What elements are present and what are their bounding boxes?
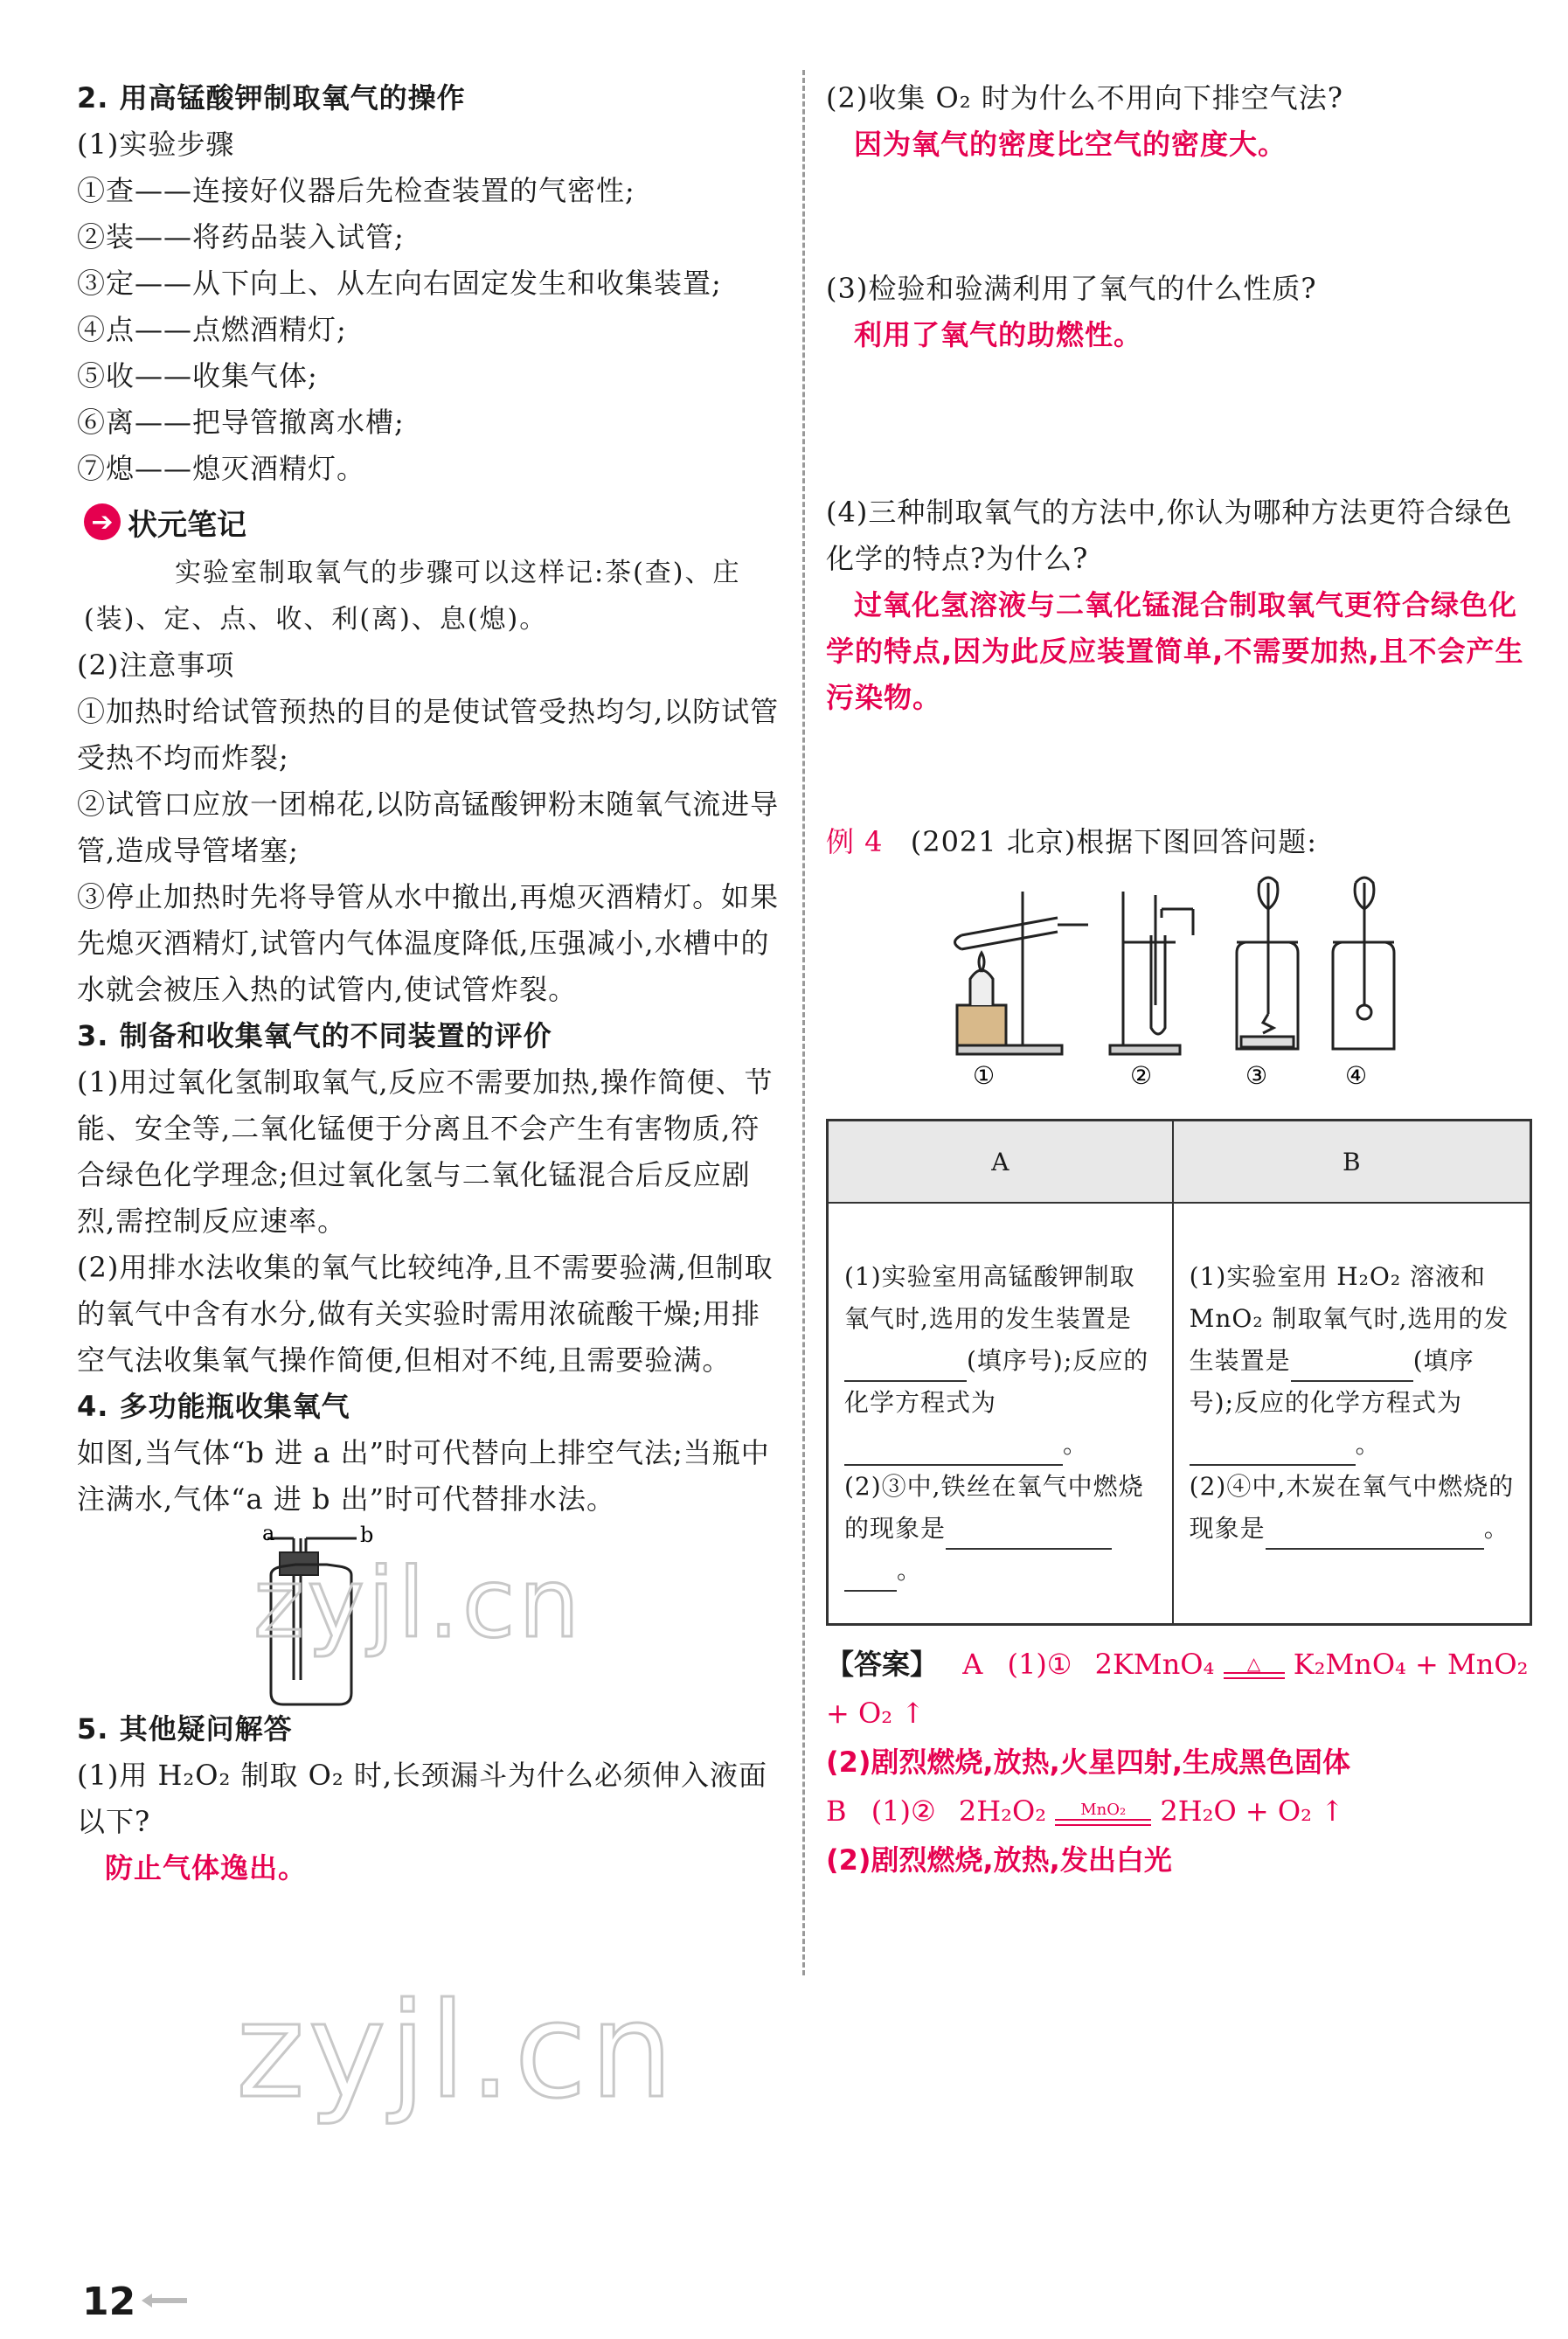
steps-subtitle: (1)实验步骤 xyxy=(77,128,235,161)
step-item: ①查——连接好仪器后先检查装置的气密性; xyxy=(77,174,635,207)
section-4-text: 如图,当气体“b 进 a 出”时可代替向上排空气法;当瓶中注满水,气体“a 进 b 出”时可代替排水法。 xyxy=(77,1436,770,1516)
page-number: 12 xyxy=(82,2280,136,2324)
answer-tag: 【答案】 xyxy=(826,1648,939,1681)
answer-blank[interactable] xyxy=(1010,1438,1063,1466)
b1-text-end: 。 xyxy=(1355,1430,1381,1459)
equals-sign xyxy=(1055,1819,1151,1826)
a1-text-end: 。 xyxy=(1063,1430,1089,1459)
question-3: (3)检验和验满利用了氧气的什么性质? xyxy=(826,272,1317,305)
evaluation-item: (2)用排水法收集的氧气比较纯净,且不需要验满,但制取的氧气中含有水分,做有关实验时需用浓硫酸干燥;用排空气法收集氧气操作简便,但相对不纯,且需要验满。 xyxy=(77,1251,774,1377)
b1-text-pre: (1)实验室用 H₂O₂ 溶液和 MnO₂ 制取氧气时,选用的发生装置是 xyxy=(1189,1262,1509,1375)
apparatus-diagram xyxy=(826,874,1536,1093)
arrow-left-icon xyxy=(138,2290,191,2311)
question-1: (1)用 H₂O₂ 制取 O₂ 时,长颈漏斗为什么必须伸入液面以下? xyxy=(77,1759,768,1838)
note-title: 状元笔记 xyxy=(128,507,246,543)
answer-b1-line xyxy=(826,1787,1536,1836)
answer-2: 因为氧气的密度比空气的密度大。 xyxy=(854,128,1287,161)
evaluation-item: (1)用过氧化氢制取氧气,反应不需要加热,操作简便、节能、安全等,二氧化锰便于分离且不会产生有害物质,符合绿色化学理念;但过氧化氢与二氧化锰混合后反应剧烈,需控制反应速率。 xyxy=(77,1065,774,1238)
b1-text-mid: (填序号);反应的化学方程式为 xyxy=(1189,1346,1474,1417)
a1-text-mid: (填序号);反应的化学方程式为 xyxy=(844,1346,1149,1417)
watermark: zyjl.cn xyxy=(236,1975,677,2127)
reaction-condition xyxy=(1055,1801,1151,1826)
apparatus-label: ④ xyxy=(1345,1061,1368,1090)
watermark: zyjl.cn xyxy=(253,1547,584,1659)
column-b-header: B xyxy=(1173,1121,1531,1204)
answer-a-label: A xyxy=(962,1648,983,1681)
question-4: (4)三种制取氧气的方法中,你认为哪种方法更符合绿色化学的特点?为什么? xyxy=(826,496,1513,575)
column-b-cell xyxy=(1173,1203,1531,1625)
step-item: ⑤收——收集气体; xyxy=(77,359,318,392)
example-label: 例 4 xyxy=(826,825,884,858)
answer-a1-number: (1)① xyxy=(1007,1648,1072,1681)
answer-b2: (2)剧烈燃烧,放热,发出白光 xyxy=(826,1843,1172,1877)
step-item: ③定——从下向上、从左向右固定发生和收集装置; xyxy=(77,267,722,300)
condition-heat: △ xyxy=(1246,1652,1261,1674)
answer-blank[interactable] xyxy=(1432,1522,1484,1550)
answer-1: 防止气体逸出。 xyxy=(105,1851,308,1884)
section-3-title: 3. 制备和收集氧气的不同装置的评价 xyxy=(77,1019,552,1052)
answer-a1-line xyxy=(826,1640,1536,1738)
a2-text-pre: (2)③中,铁丝在氧气中燃烧的现象是 xyxy=(844,1472,1144,1543)
apparatus-figure xyxy=(826,874,1536,1093)
right-column xyxy=(826,75,1536,1884)
arrow-right-icon: ➔ xyxy=(84,503,121,540)
a1-text-pre: (1)实验室用高锰酸钾制取氧气时,选用的发生装置是 xyxy=(844,1262,1135,1333)
section-5-title: 5. 其他疑问解答 xyxy=(77,1712,293,1746)
answer-block xyxy=(826,1640,1536,1884)
reaction-condition xyxy=(1224,1652,1285,1679)
step-item: ④点——点燃酒精灯; xyxy=(77,313,347,346)
apparatus-label: ② xyxy=(1130,1061,1153,1090)
b2-text-pre: (2)④中,木炭在氧气中燃烧的现象是 xyxy=(1189,1472,1515,1543)
column-a-header: A xyxy=(828,1121,1173,1204)
column-divider xyxy=(802,70,805,1975)
answer-b1-eq-left: 2H₂O₂ xyxy=(958,1794,1047,1828)
label-a: a xyxy=(262,1523,275,1545)
apparatus-label: ③ xyxy=(1245,1061,1268,1090)
answer-a2: (2)剧烈燃烧,放热,火星四射,生成黑色固体 xyxy=(826,1746,1350,1779)
label-b: b xyxy=(360,1523,374,1547)
condition-catalyst: MnO₂ xyxy=(1080,1800,1127,1819)
answer-blank[interactable] xyxy=(844,1438,1010,1466)
answer-blank[interactable] xyxy=(946,1522,1112,1550)
column-a-cell xyxy=(828,1203,1173,1625)
caution-item: ②试管口应放一团棉花,以防高锰酸钾粉末随氧气流进导管,造成导管堵塞; xyxy=(77,788,780,867)
cautions-subtitle: (2)注意事项 xyxy=(77,649,235,682)
caution-item: ③停止加热时先将导管从水中撤出,再熄灭酒精灯。如果先熄灭酒精灯,试管内气体温度降低,压强减小,水槽中的水就会被压入热的试管内,使试管炸裂。 xyxy=(77,880,780,1006)
note-text: 实验室制取氧气的步骤可以这样记:茶(查)、庄(装)、定、点、收、利(离)、息(熄)。 xyxy=(84,558,741,635)
step-item: ⑥离——把导管撤离水槽; xyxy=(77,406,405,439)
answer-blank[interactable] xyxy=(1266,1522,1432,1550)
answer-b1-number: (1)② xyxy=(871,1794,936,1828)
step-item: ②装——将药品装入试管; xyxy=(77,220,405,253)
step-item: ⑦熄——熄灭酒精灯。 xyxy=(77,452,366,485)
b2-text-end: 。 xyxy=(1483,1514,1509,1543)
caution-item: ①加热时给试管预热的目的是使试管受热均匀,以防试管受热不均而炸裂; xyxy=(77,695,780,774)
note-header xyxy=(84,496,783,548)
answer-3: 利用了氧气的助燃性。 xyxy=(854,318,1143,351)
example-table xyxy=(826,1119,1532,1626)
answer-a1-eq-right: K₂MnO₄ + MnO₂ + O₂ ↑ xyxy=(826,1648,1529,1730)
answer-4: 过氧化氢溶液与二氧化锰混合制取氧气更符合绿色化学的特点,因为此反应装置简单,不需要加热,且不会产生污染物。 xyxy=(826,588,1524,714)
apparatus-label: ① xyxy=(973,1061,996,1090)
answer-blank[interactable] xyxy=(1291,1354,1413,1382)
answer-blank[interactable] xyxy=(1190,1438,1356,1466)
section-2-title: 2. 用高锰酸钾制取氧气的操作 xyxy=(77,81,466,115)
answer-blank[interactable] xyxy=(844,1354,967,1382)
answer-b1-eq-right: 2H₂O + O₂ ↑ xyxy=(1160,1794,1344,1828)
example-text: (2021 北京)根据下图回答问题: xyxy=(910,825,1318,858)
example-heading xyxy=(826,819,1536,865)
answer-blank[interactable] xyxy=(844,1564,897,1592)
answer-b-label: B xyxy=(826,1794,847,1828)
section-4-title: 4. 多功能瓶收集氧气 xyxy=(77,1390,350,1423)
question-2: (2)收集 O₂ 时为什么不用向下排空气法? xyxy=(826,81,1343,115)
answer-a1-eq-left: 2KMnO₄ xyxy=(1094,1648,1215,1681)
a2-text-end: 。 xyxy=(897,1556,923,1585)
